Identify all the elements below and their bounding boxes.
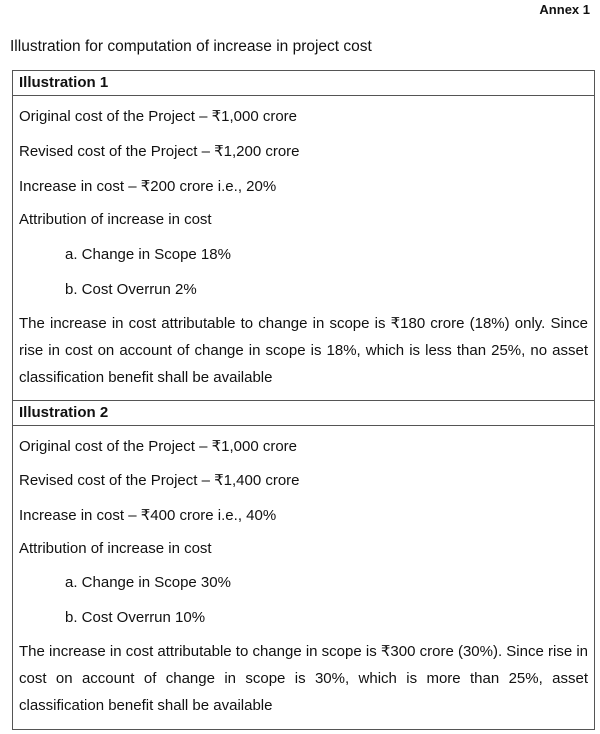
- annex-label: Annex 1: [539, 2, 590, 17]
- original-cost: Original cost of the Project – ₹1,000 crore: [19, 108, 298, 125]
- conclusion-paragraph: The increase in cost attributable to change in scope is ₹300 crore (30%). Since rise in cost on account of change in scope is 30%, which is more than 25%, asset classification benefit shall be available: [19, 643, 589, 714]
- illustration-2-heading: Illustration 2: [19, 404, 109, 421]
- increase-cost: Increase in cost – ₹400 crore i.e., 40%: [19, 507, 277, 524]
- attribution-label: Attribution of increase in cost: [19, 540, 212, 557]
- conclusion-paragraph: The increase in cost attributable to change in scope is ₹180 crore (18%) only. Since rise in cost on account of change in scope is 18%, which is less than 25%, no asset classification benefit shall be available: [19, 315, 588, 386]
- heading-divider: [13, 95, 594, 96]
- list-item-scope: a. Change in Scope 30%: [65, 574, 231, 591]
- list-item-overrun: b. Cost Overrun 2%: [65, 281, 197, 298]
- original-cost: Original cost of the Project – ₹1,000 crore: [19, 438, 298, 455]
- attribution-label: Attribution of increase in cost: [19, 211, 212, 228]
- revised-cost: Revised cost of the Project – ₹1,400 crore: [19, 472, 300, 489]
- illustration-2-box: [12, 400, 595, 730]
- increase-cost: Increase in cost – ₹200 crore i.e., 20%: [19, 178, 277, 195]
- illustration-1-heading: Illustration 1: [19, 74, 109, 91]
- heading-divider: [13, 425, 594, 426]
- document-caption: Illustration for computation of increase in project cost: [10, 38, 372, 55]
- revised-cost: Revised cost of the Project – ₹1,200 crore: [19, 143, 300, 160]
- list-item-scope: a. Change in Scope 18%: [65, 246, 231, 263]
- list-item-overrun: b. Cost Overrun 10%: [65, 609, 206, 626]
- illustration-1-box: [12, 70, 595, 401]
